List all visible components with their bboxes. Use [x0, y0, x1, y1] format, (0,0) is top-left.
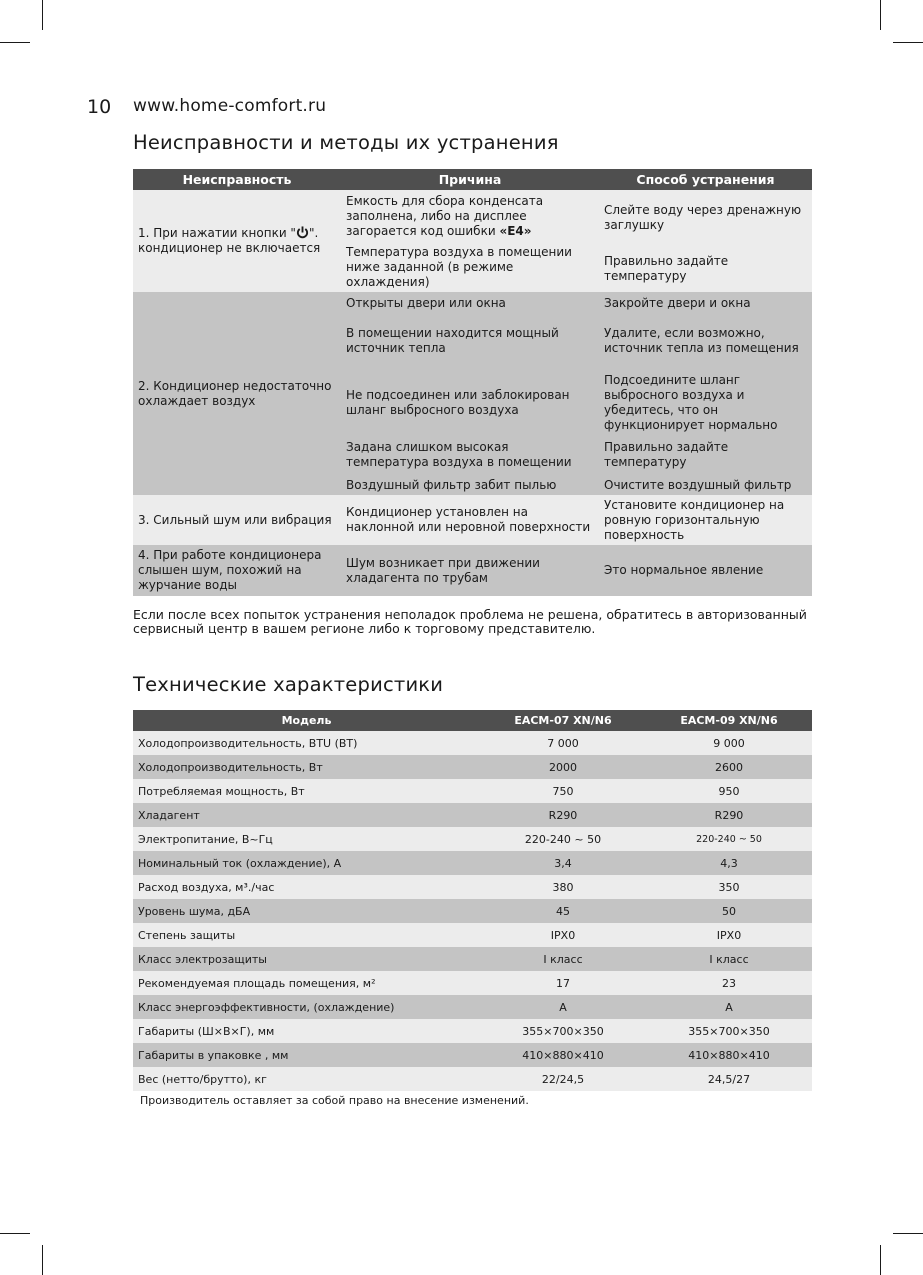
cause-cell: В помещении находится мощный источник тепла [341, 326, 599, 366]
crop-mark [0, 1233, 30, 1234]
cause-cell: Воздушный фильтр забит пылью [341, 476, 599, 495]
spec-label-cell: Габариты (Ш×В×Г), мм [133, 1019, 480, 1043]
spec-value-cell: 9 000 [646, 731, 812, 755]
spec-value-cell: 750 [480, 779, 646, 803]
column-header: EACM-07 XN/N6 [480, 710, 646, 731]
table-row [133, 1067, 812, 1091]
solution-cell: Это нормальное явление [599, 545, 812, 596]
crop-mark [42, 1245, 43, 1275]
crop-mark [880, 1245, 881, 1275]
spec-value-cell: 410×880×410 [480, 1043, 646, 1067]
spec-value-cell: 2000 [480, 755, 646, 779]
solution-cell: Очистите воздушный фильтр [599, 476, 812, 495]
spec-label-cell: Вес (нетто/брутто), кг [133, 1067, 480, 1091]
spec-label-cell: Класс энергоэффективности, (охлаждение) [133, 995, 480, 1019]
error-code: «E4» [499, 224, 532, 238]
solution-cell: Установите кондиционер на ровную горизонтальную поверхность [599, 495, 812, 545]
spec-value-cell: R290 [480, 803, 646, 827]
spec-value-cell: I класс [480, 947, 646, 971]
solution-cell: Правильно задайте температуру [599, 440, 812, 476]
table-row [133, 1043, 812, 1067]
table-row [133, 495, 812, 545]
crop-mark [893, 42, 923, 43]
spec-value-cell: 50 [646, 899, 812, 923]
spec-value-cell: 4,3 [646, 851, 812, 875]
solution-cell: Слейте воду через дренажную заглушку [599, 190, 812, 245]
spec-value-cell: IPX0 [646, 923, 812, 947]
spec-label-cell: Хладагент [133, 803, 480, 827]
table-row [133, 292, 812, 326]
spec-value-cell: 350 [646, 875, 812, 899]
specs-title: Технические характеристики [133, 673, 444, 696]
spec-value-cell: 2600 [646, 755, 812, 779]
table-row [133, 779, 812, 803]
fault-text: 1. При нажатии кнопки " [138, 226, 296, 240]
table-row [133, 899, 812, 923]
spec-label-cell: Рекомендуемая площадь помещения, м² [133, 971, 480, 995]
column-header: Неисправность [133, 169, 341, 190]
spec-label-cell: Холодопроизводительность, Вт [133, 755, 480, 779]
column-header: Причина [341, 169, 599, 190]
spec-label-cell: Холодопроизводительность, BTU (BT) [133, 731, 480, 755]
solution-cell: Правильно задайте температуру [599, 245, 812, 292]
cause-cell: Температура воздуха в помещении ниже заданной (в режиме охлаждения) [341, 245, 599, 292]
page-number: 10 [87, 96, 112, 118]
table-row [133, 923, 812, 947]
spec-value-cell: R290 [646, 803, 812, 827]
spec-value-cell: 950 [646, 779, 812, 803]
column-header: EACM-09 XN/N6 [646, 710, 812, 731]
crop-mark [880, 0, 881, 30]
service-note: Если после всех попыток устранения неполадок проблема не решена, обратитесь в авторизованный сервисный центр в вашем регионе либо к торговому представителю. [133, 607, 807, 636]
cause-cell: Шум возникает при движении хладагента по трубам [341, 545, 599, 596]
solution-cell: Удалите, если возможно, источник тепла из помещения [599, 326, 812, 366]
table-header-row [133, 710, 812, 731]
table-row [133, 731, 812, 755]
table-row [133, 851, 812, 875]
website-url: www.home-comfort.ru [133, 96, 327, 116]
crop-mark [893, 1233, 923, 1234]
crop-mark [42, 0, 43, 30]
fault-cell: 2. Кондиционер недостаточно охлаждает воздух [133, 292, 341, 495]
solution-cell: Подсоедините шланг выбросного воздуха и убедитесь, что он функционирует нормально [599, 366, 812, 440]
cause-text: Емкость для сбора конденсата заполнена, либо на дисплее загорается код ошибки [346, 194, 544, 238]
table-row [133, 827, 812, 851]
spec-value-cell: A [480, 995, 646, 1019]
troubleshooting-title: Неисправности и методы их устранения [133, 131, 559, 154]
spec-value-cell: 23 [646, 971, 812, 995]
spec-label-cell: Расход воздуха, м³./час [133, 875, 480, 899]
spec-label-cell: Уровень шума, дБА [133, 899, 480, 923]
spec-label-cell: Класс электрозащиты [133, 947, 480, 971]
cause-cell: Кондиционер установлен на наклонной или неровной поверхности [341, 495, 599, 545]
spec-value-cell: 7 000 [480, 731, 646, 755]
spec-value-cell: 355×700×350 [480, 1019, 646, 1043]
specs-table [133, 710, 812, 1091]
fault-cell: 3. Сильный шум или вибрация [133, 495, 341, 545]
crop-mark [0, 42, 30, 43]
table-row [133, 995, 812, 1019]
table-row [133, 545, 812, 596]
column-header: Способ устранения [599, 169, 812, 190]
cause-cell: Задана слишком высокая температура воздуха в помещении [341, 440, 599, 476]
spec-value-cell: 220-240 ~ 50 [646, 827, 812, 851]
manufacturer-note: Производитель оставляет за собой право на внесение изменений. [140, 1094, 529, 1107]
table-row [133, 190, 812, 245]
fault-cell [133, 190, 341, 292]
spec-value-cell: 3,4 [480, 851, 646, 875]
spec-label-cell: Габариты в упаковке , мм [133, 1043, 480, 1067]
fault-cell: 4. При работе кондиционера слышен шум, похожий на журчание воды [133, 545, 341, 596]
table-row [133, 1019, 812, 1043]
spec-value-cell: A [646, 995, 812, 1019]
table-row [133, 971, 812, 995]
table-row [133, 803, 812, 827]
spec-value-cell: 380 [480, 875, 646, 899]
table-row [133, 947, 812, 971]
spec-value-cell: 24,5/27 [646, 1067, 812, 1091]
cause-cell: Не подсоединен или заблокирован шланг выбросного воздуха [341, 366, 599, 440]
spec-label-cell: Номинальный ток (охлаждение), А [133, 851, 480, 875]
solution-cell: Закройте двери и окна [599, 292, 812, 326]
spec-value-cell: 22/24,5 [480, 1067, 646, 1091]
table-row [133, 755, 812, 779]
spec-value-cell: 17 [480, 971, 646, 995]
cause-cell: Открыты двери или окна [341, 292, 599, 326]
table-header-row [133, 169, 812, 190]
power-icon [296, 226, 309, 239]
column-header: Модель [133, 710, 480, 731]
spec-value-cell: IPX0 [480, 923, 646, 947]
spec-value-cell: 220-240 ~ 50 [480, 827, 646, 851]
spec-label-cell: Потребляемая мощность, Вт [133, 779, 480, 803]
troubleshooting-table [133, 169, 812, 596]
spec-value-cell: 45 [480, 899, 646, 923]
fault-text: кондиционер не включается [138, 241, 321, 255]
spec-value-cell: 410×880×410 [646, 1043, 812, 1067]
table-row [133, 875, 812, 899]
spec-value-cell: 355×700×350 [646, 1019, 812, 1043]
cause-cell [341, 190, 599, 245]
spec-label-cell: Степень защиты [133, 923, 480, 947]
spec-label-cell: Электропитание, В~Гц [133, 827, 480, 851]
fault-text: ". [308, 226, 319, 240]
spec-value-cell: I класс [646, 947, 812, 971]
